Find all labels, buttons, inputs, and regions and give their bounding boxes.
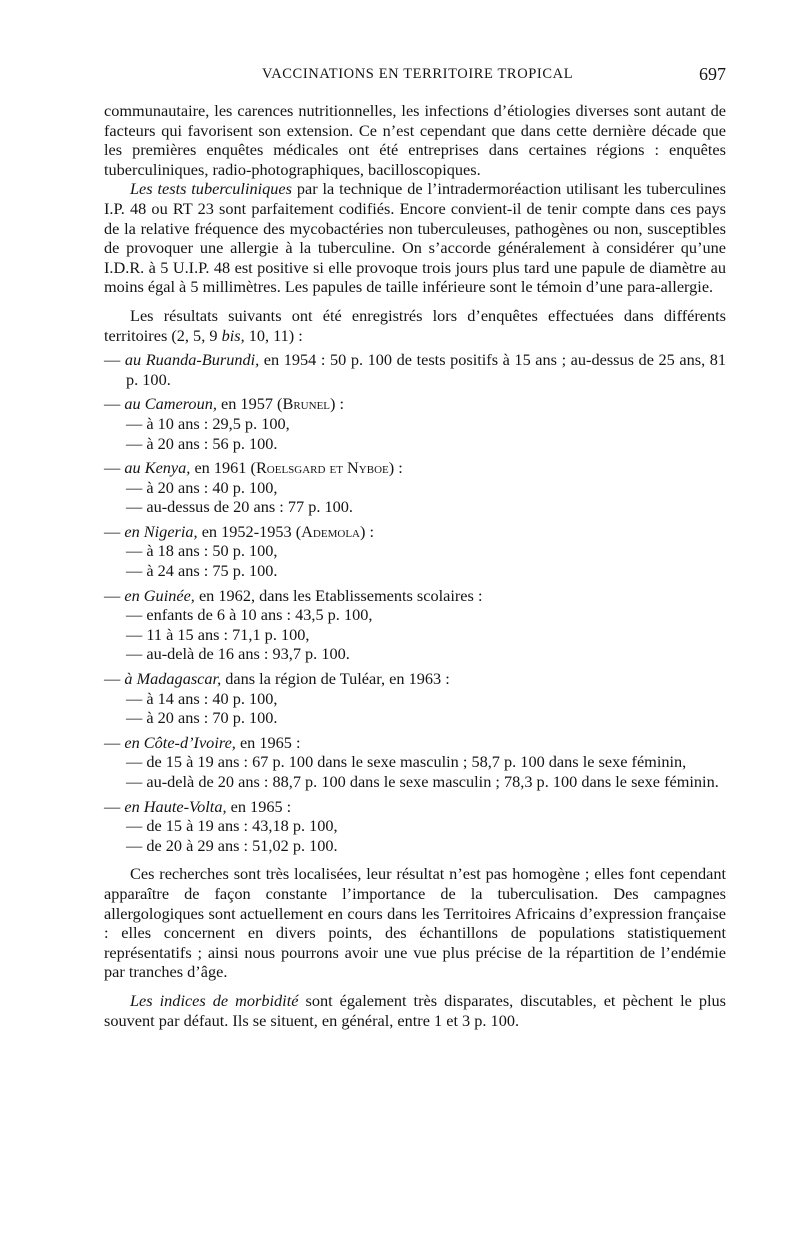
survey-result: — 11 à 15 ans : 71,1 p. 100,	[126, 624, 310, 644]
survey-result: — à 10 ans : 29,5 p. 100,	[126, 413, 290, 433]
survey-result: — à 20 ans : 40 p. 100,	[126, 477, 278, 497]
survey-entry	[104, 522, 726, 581]
paragraph-extension: communautaire, les carences nutritionnelles, les infections d’étiologies diverses sont autant de facteurs qui favorisent son extension. Ce n’est cependant que dans cette dernière décade que les premières enquêtes médicales ont été entreprises dans certaines régions : enquêtes tuberculiniques, radio-photographiques, bacilloscopiques.	[104, 101, 726, 179]
survey-detail: dans la région de Tuléar, en 1963 :	[221, 669, 450, 689]
paragraph-conclusion: Ces recherches sont très localisées, leur résultat n’est pas homogène ; elles font cependant apparaître de façon constante l’importance de la tuberculisation. Des campagnes allergologiques sont actuellement en cours dans les Territoires Africains d’expression française : elles concernent en divers points, des échantillons de populations statistiquement représentatifs ; ainsi nous pourrons avoir une vue plus précise de la répartition de l’endémie par tranches d’âge.	[104, 864, 726, 982]
survey-result: — à 20 ans : 56 p. 100.	[126, 433, 278, 453]
survey-result: — de 15 à 19 ans : 43,18 p. 100,	[126, 816, 338, 836]
survey-line: — en Guinée, en 1962, dans les Etablissements scolaires :	[104, 585, 483, 605]
survey-detail: en 1957 (	[216, 394, 283, 414]
survey-result: — de 15 à 19 ans : 67 p. 100 dans le sexe masculin ; 58,7 p. 100 dans le sexe féminin,	[126, 752, 687, 772]
survey-line: — au Cameroun, en 1957 (Brunel) :	[104, 394, 345, 414]
morbidity-text: sont également très disparates, discutables, et pèchent le plus souvent par défaut. Ils se situent, en général, entre 1 et 3 p. 100.	[104, 990, 727, 1030]
survey-detail: en 1962, dans les Etablissements scolaires :	[194, 585, 483, 605]
survey-result: — à 18 ans : 50 p. 100,	[126, 541, 278, 561]
survey-detail: en 1952-1953 (	[197, 521, 302, 541]
survey-result: — à 20 ans : 70 p. 100.	[126, 708, 278, 728]
survey-entry	[104, 350, 726, 389]
survey-after: ) :	[359, 521, 374, 541]
survey-entry	[104, 458, 726, 517]
survey-place: en Nigeria,	[124, 521, 198, 541]
page-header	[102, 66, 726, 92]
tests-heading: Les tests tuberculiniques	[130, 179, 292, 199]
survey-line: — en Nigeria, en 1952-1953 (Ademola) :	[104, 521, 374, 541]
survey-author: Roelsgard et Nyboe	[255, 458, 389, 478]
survey-result: — au-dessus de 20 ans : 77 p. 100.	[126, 497, 354, 517]
survey-entry	[104, 586, 726, 664]
survey-result: — à 14 ans : 40 p. 100,	[126, 688, 278, 708]
results-intro-text: Les résultats suivants ont été enregistrés lors d’enquêtes effectuées dans différents territoires (2, 5, 9	[104, 305, 726, 345]
survey-detail: en 1965 :	[226, 796, 292, 816]
morbidity-heading: Les indices de morbidité	[130, 990, 299, 1010]
survey-detail: en 1954 : 50 p. 100 de tests positifs à 15 ans ; au-dessus de 25 ans, 81 p. 100.	[126, 350, 726, 389]
survey-place: au Ruanda-Burundi,	[124, 350, 260, 370]
survey-line: — au Kenya, en 1961 (Roelsgard et Nyboe) :	[104, 458, 403, 478]
results-intro-refs: 10, 11) :	[244, 325, 303, 345]
survey-place: au Cameroun,	[124, 394, 217, 414]
paragraph-results-intro	[104, 306, 726, 345]
survey-after: ) :	[330, 394, 345, 414]
survey-entry	[104, 669, 726, 728]
survey-entry	[104, 733, 726, 792]
survey-place: en Haute-Volta,	[124, 796, 227, 816]
survey-place: en Côte-d’Ivoire,	[124, 732, 236, 752]
survey-result: — à 24 ans : 75 p. 100.	[126, 561, 278, 581]
survey-list	[104, 350, 726, 855]
survey-line: — en Haute-Volta, en 1965 :	[104, 796, 292, 816]
survey-entry	[104, 797, 726, 856]
survey-place: à Madagascar,	[124, 669, 222, 689]
survey-author: Ademola	[301, 521, 360, 541]
survey-detail: en 1961 (	[190, 458, 256, 478]
survey-result: — au-delà de 20 ans : 88,7 p. 100 dans le sexe masculin ; 78,3 p. 100 dans le sexe féminin.	[126, 772, 719, 791]
survey-line: — au Ruanda-Burundi, en 1954 : 50 p. 100 de tests positifs à 15 ans ; au-dessus de 25 ans, 81 p. 100.	[104, 350, 726, 389]
survey-result: — enfants de 6 à 10 ans : 43,5 p. 100,	[126, 605, 373, 625]
survey-result: — au-delà de 16 ans : 93,7 p. 100.	[126, 644, 350, 664]
survey-line: — à Madagascar, dans la région de Tuléar, en 1963 :	[104, 669, 450, 689]
page-number: 697	[699, 64, 726, 84]
paragraph-morbidity	[104, 991, 726, 1030]
running-title: VACCINATIONS EN TERRITOIRE TROPICAL	[262, 66, 574, 82]
survey-after: ) :	[388, 458, 403, 478]
page-body	[104, 101, 726, 1030]
results-intro-bis: bis,	[221, 325, 245, 345]
survey-line: — en Côte-d’Ivoire, en 1965 :	[104, 732, 301, 752]
survey-author: Brunel	[282, 394, 331, 414]
survey-place: au Kenya,	[124, 458, 191, 478]
survey-entry	[104, 394, 726, 453]
survey-result: — de 20 à 29 ans : 51,02 p. 100.	[126, 835, 338, 855]
tests-text: par la technique de l’intradermoréaction utilisant les tuberculines I.P. 48 ou RT 23 sont parfaitement codifiés. Encore convient-il de tenir compte dans ces pays de la relative fréquence des mycobactéries non tuberculeuses, pathogènes ou non, susceptibles de provoquer une allergie à la tuberculine. On s’accorde généralement à considérer qu’une I.D.R. à 5 U.I.P. 48 est positive si elle provoque trois jours plus tard une papule de diamètre au moins égal à 5 millimètres. Les papules de taille inférieure sont le témoin d’une para-allergie.	[104, 179, 726, 297]
survey-place: en Guinée,	[124, 585, 195, 605]
paragraph-tests	[104, 179, 726, 297]
survey-detail: en 1965 :	[235, 732, 301, 752]
